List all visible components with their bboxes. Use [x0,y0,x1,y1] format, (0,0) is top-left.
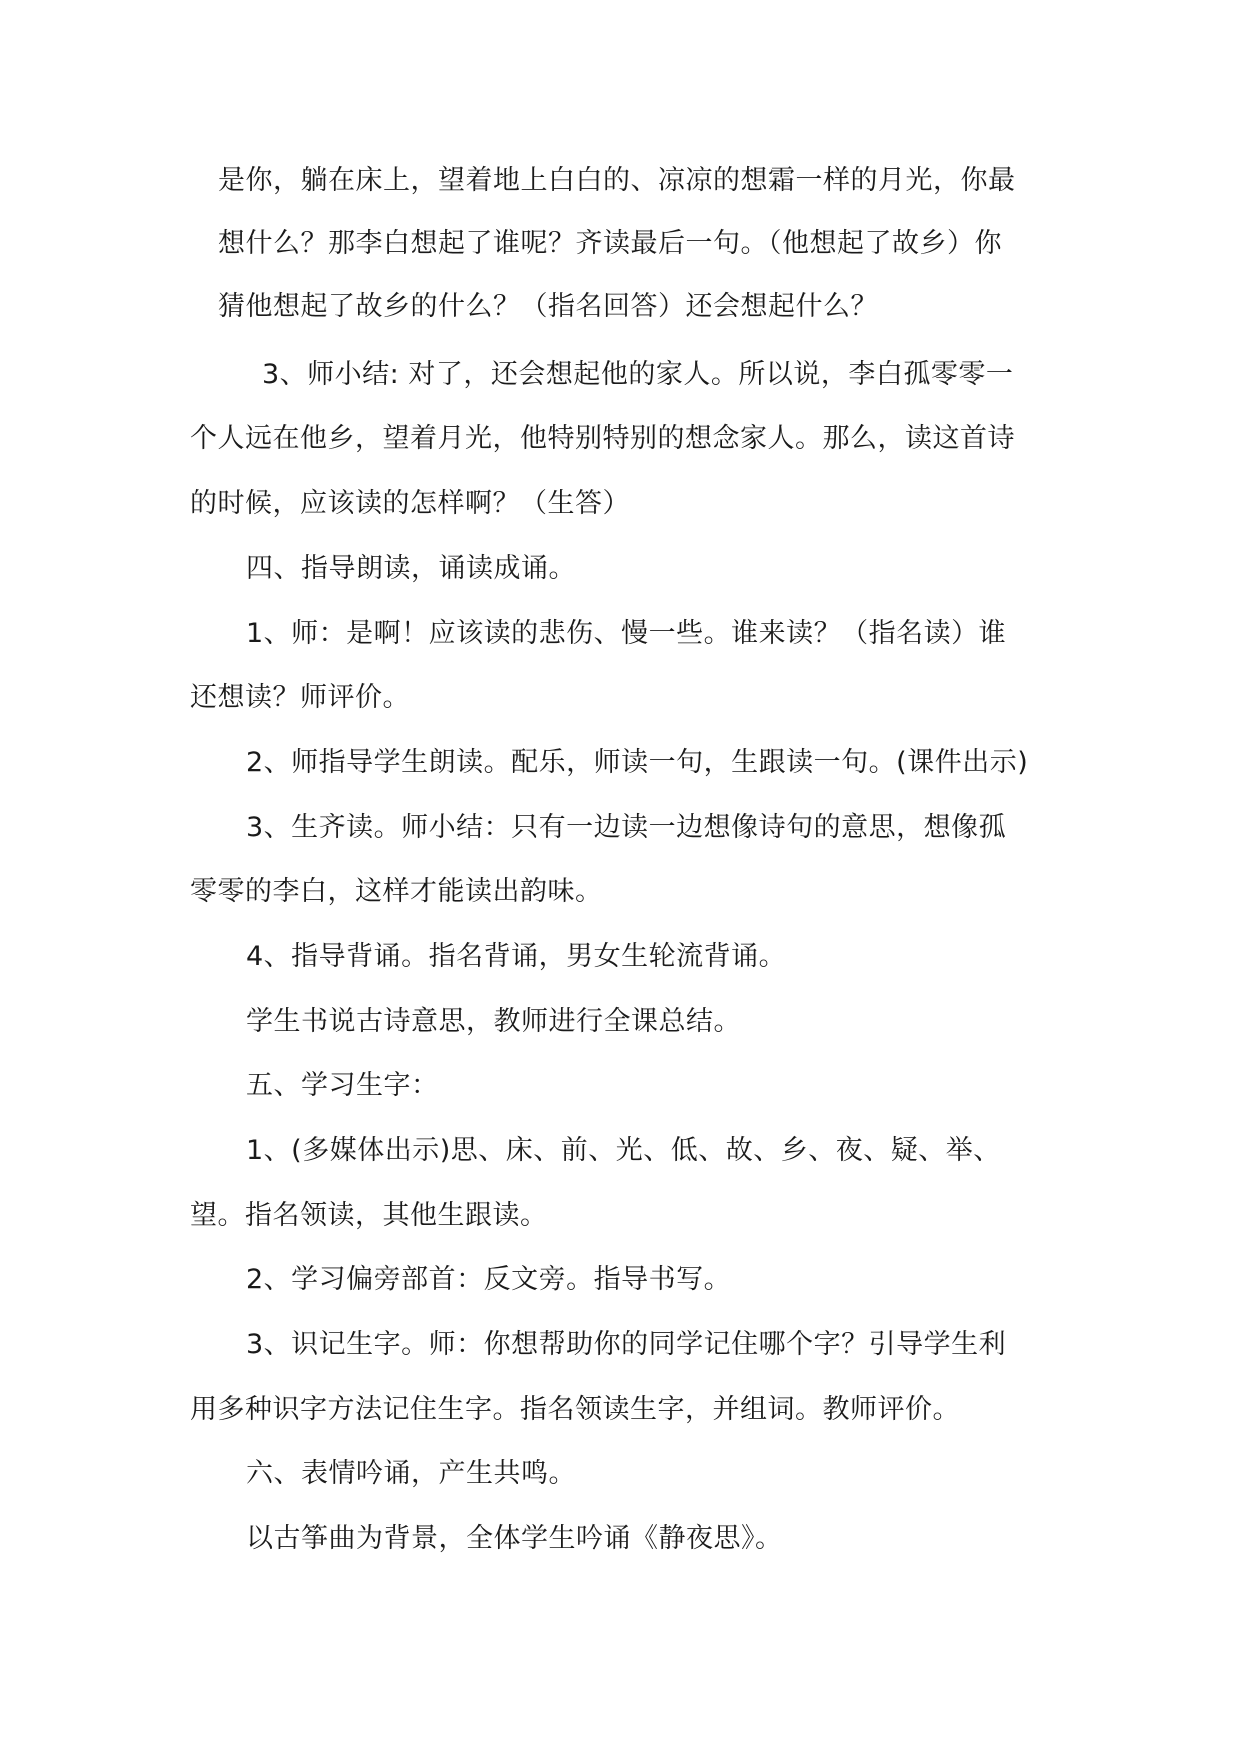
text-line-17: 望。指名领读，其他生跟读。 [190,1200,548,1231]
text-line-11: 3、生齐读。师小结：只有一边读一边想像诗句的意思，想像孤 [246,812,1007,843]
text-line-8: 1、师：是啊！应该读的悲伤、慢一些。谁来读？（指名读）谁 [246,618,1007,649]
text-line-9: 还想读？师评价。 [190,682,410,713]
text-line-16: 1、(多媒体出示)思、床、前、光、低、故、乡、夜、疑、举、 [246,1135,1001,1166]
text-line-3: 猜他想起了故乡的什么？（指名回答）还会想起什么？ [218,291,878,322]
section-heading-5: 五、学习生字： [246,1070,439,1101]
text-line-6: 的时候，应该读的怎样啊？（生答） [190,488,630,519]
text-line-1: 是你，躺在床上，望着地上白白的、凉凉的想霜一样的月光，你最 [218,165,1016,196]
text-line-18: 2、学习偏旁部首：反文旁。指导书写。 [246,1264,732,1295]
text-line-14: 学生书说古诗意思，教师进行全课总结。 [246,1006,741,1037]
text-line-2: 想什么？那李白想起了谁呢？齐读最后一句。（他想起了故乡）你 [218,228,1002,259]
text-line-4: 3、师小结: 对了，还会想起他的家人。所以说，李白孤零零一 [262,359,1014,390]
text-line-10: 2、师指导学生朗读。配乐，师读一句，生跟读一句。(课件出示) [246,747,1029,778]
section-heading-4: 四、指导朗读，诵读成诵。 [246,553,576,584]
section-heading-6: 六、表情吟诵，产生共鸣。 [246,1458,576,1489]
text-line-20: 用多种识字方法记住生字。指名领读生字，并组词。教师评价。 [190,1394,960,1425]
text-line-5: 个人远在他乡，望着月光，他特别特别的想念家人。那么，读这首诗 [190,423,1015,454]
text-line-19: 3、识记生字。师：你想帮助你的同学记住哪个字？引导学生利 [246,1329,1007,1360]
text-line-13: 4、指导背诵。指名背诵，男女生轮流背诵。 [246,941,787,972]
text-line-22: 以古筝曲为背景，全体学生吟诵《静夜思》。 [246,1523,783,1554]
text-line-12: 零零的李白，这样才能读出韵味。 [190,876,603,907]
